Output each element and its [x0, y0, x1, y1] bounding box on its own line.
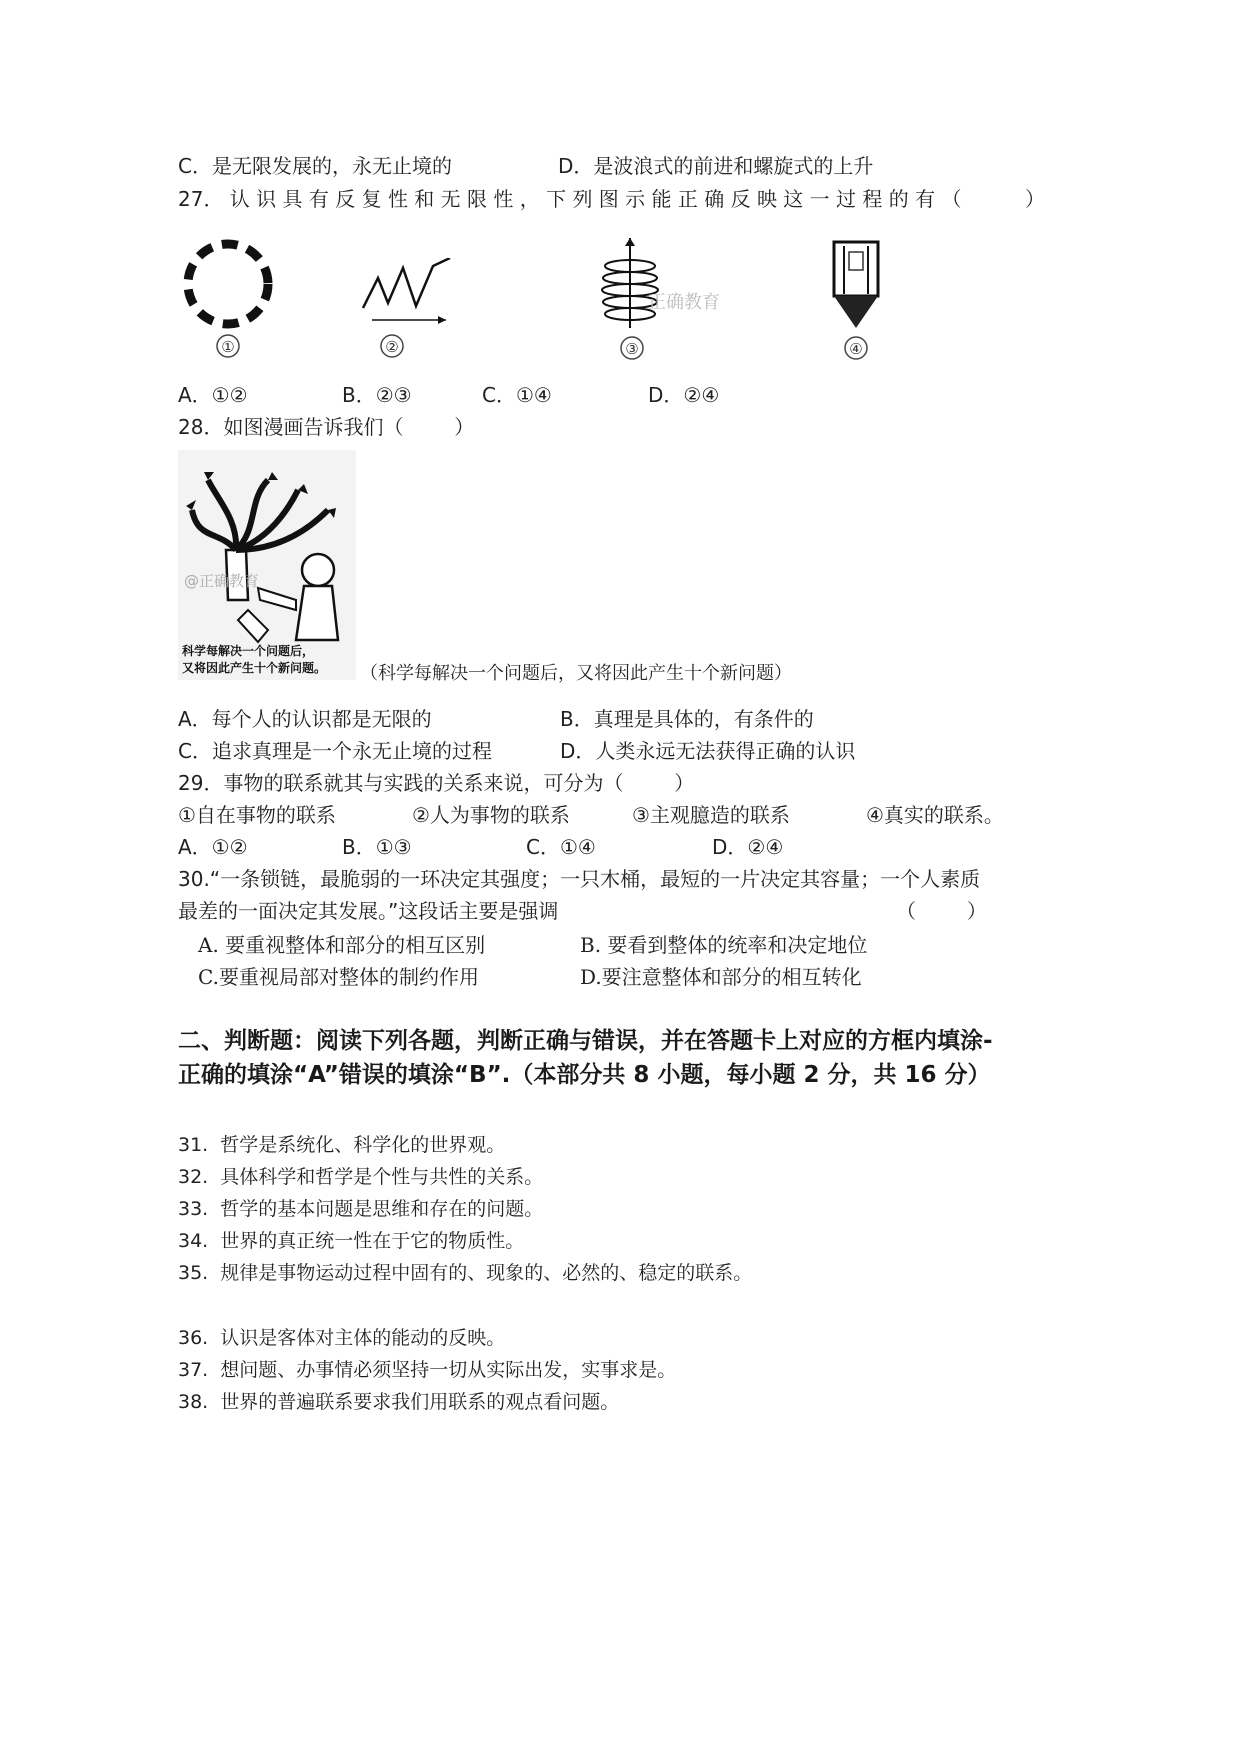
q30-option-b: B. 要看到整体的统率和决定地位	[580, 933, 868, 957]
q29-option-d: D．②④	[712, 835, 784, 859]
q27-figure-wave	[358, 258, 458, 360]
q29-option-c: C．①④	[526, 835, 596, 859]
q28-stem: 28．如图漫画告诉我们（ ）	[178, 415, 475, 439]
q27-label-3: ③	[625, 340, 639, 358]
q27-option-a: A．①②	[178, 383, 248, 407]
q29-item-1: ①自在事物的联系	[178, 803, 336, 827]
judgment-36: 36. 认识是客体对主体的能动的反映。	[178, 1327, 506, 1349]
q26-option-d: D．是波浪式的前进和螺旋式的上升	[558, 154, 874, 178]
q28-option-b: B．真理是具体的，有条件的	[560, 707, 814, 731]
q27-option-b: B．②③	[342, 383, 412, 407]
judgment-32: 32. 具体科学和哲学是个性与共性的关系。	[178, 1166, 544, 1188]
q27-option-d: D．②④	[648, 383, 720, 407]
judgment-33: 33. 哲学的基本问题是思维和存在的问题。	[178, 1198, 544, 1220]
section-2-heading-line-1: 二、判断题：阅读下列各题，判断正确与错误，并在答题卡上对应的方框内填涂-	[178, 1028, 993, 1054]
q28-caption: （科学每解决一个问题后，又将因此产生十个新问题）	[360, 663, 792, 684]
q28-option-c: C．追求真理是一个永无止境的过程	[178, 739, 492, 763]
q28-cartoon-text-2: 又将因此产生十个新问题。	[182, 661, 327, 675]
q28-watermark: @正确教育	[184, 572, 260, 590]
q30-option-c: C.要重视局部对整体的制约作用	[198, 965, 479, 989]
q27-label-1: ①	[221, 338, 235, 356]
q27-label-4: ④	[849, 340, 863, 358]
q30-option-a: A. 要重视整体和部分的相互区别	[198, 933, 486, 957]
judgment-34: 34. 世界的真正统一性在于它的物质性。	[178, 1230, 525, 1252]
q27-figure-pencil	[822, 238, 892, 360]
q26-option-c: C．是无限发展的，永无止境的	[178, 154, 452, 178]
judgment-37: 37. 想问题、办事情必须坚持一切从实际出发，实事求是。	[178, 1359, 677, 1381]
q28-cartoon-text-1: 科学每解决一个问题后，	[182, 644, 315, 658]
q27-stem: 27． 认 识 具 有 反 复 性 和 无 限 性 ， 下 列 图 示 能 正 确 反 映 这 一 过 程 的 有 （ ）	[178, 187, 1046, 211]
section-2-heading-line-2: 正确的填涂“A”错误的填涂“B”.（本部分共 8 小题，每小题 2 分，共 16 分）	[178, 1062, 991, 1088]
q29-option-a: A．①②	[178, 835, 248, 859]
q29-option-b: B．①③	[342, 835, 412, 859]
judgment-31: 31. 哲学是系统化、科学化的世界观。	[178, 1134, 506, 1156]
judgment-35: 35. 规律是事物运动过程中固有的、现象的、必然的、稳定的联系。	[178, 1262, 753, 1284]
q27-option-c: C．①④	[482, 383, 552, 407]
q27-label-2: ②	[385, 338, 399, 356]
q30-line-2: 最差的一面决定其发展。”这段话主要是强调	[178, 899, 559, 923]
judgment-38: 38. 世界的普遍联系要求我们用联系的观点看问题。	[178, 1391, 620, 1413]
q29-item-2: ②人为事物的联系	[412, 803, 570, 827]
q30-line-1: 30.“一条锁链，最脆弱的一环决定其强度；一只木桶，最短的一片决定其容量；一个人素质	[178, 867, 981, 891]
q28-option-d: D．人类永远无法获得正确的认识	[560, 739, 856, 763]
q29-item-3: ③主观臆造的联系	[632, 803, 790, 827]
q28-option-a: A．每个人的认识都是无限的	[178, 707, 432, 731]
q29-item-4: ④真实的联系。	[866, 803, 1004, 827]
q30-answer-paren: （ ）	[896, 899, 987, 923]
q27-watermark: 正确教育	[648, 292, 720, 313]
q30-option-d: D.要注意整体和部分的相互转化	[580, 965, 862, 989]
q27-figure-circle	[178, 228, 278, 360]
q29-stem: 29．事物的联系就其与实践的关系来说，可分为（ ）	[178, 771, 695, 795]
q28-cartoon-image	[178, 450, 356, 680]
